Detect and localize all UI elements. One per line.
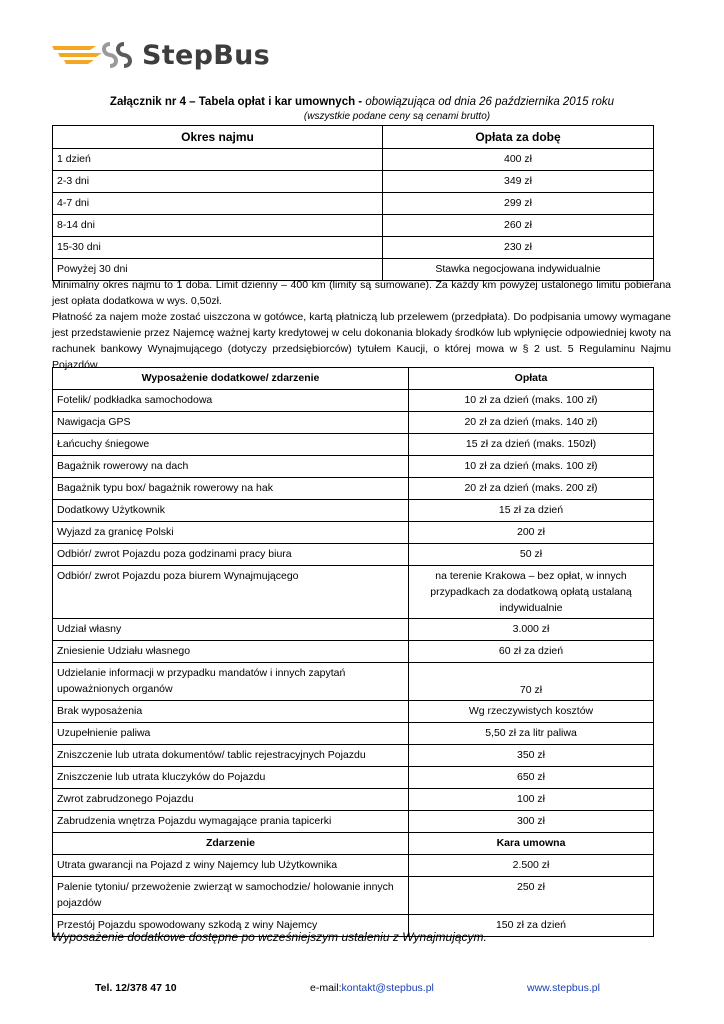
fee-value: 20 zł za dzień (maks. 140 zł) bbox=[409, 412, 654, 434]
fee-item: Wyjazd za granicę Polski bbox=[53, 522, 409, 544]
fee-value: 10 zł za dzień (maks. 100 zł) bbox=[409, 390, 654, 412]
fee-item: Bagażnik typu box/ bagażnik rowerowy na hak bbox=[53, 478, 409, 500]
fee-item: Zniesienie Udziału własnego bbox=[53, 641, 409, 663]
table-row bbox=[53, 171, 654, 193]
penalty-item: Przestój Pojazdu spowodowany szkodą z winy Najemcy bbox=[53, 915, 409, 937]
table-row bbox=[53, 544, 654, 566]
table-row bbox=[53, 701, 654, 723]
table-row bbox=[53, 723, 654, 745]
table-row bbox=[53, 456, 654, 478]
column-header: Opłata bbox=[409, 368, 654, 390]
column-header: Wyposażenie dodatkowe/ zdarzenie bbox=[53, 368, 409, 390]
table-row bbox=[53, 434, 654, 456]
rental-fee: 230 zł bbox=[383, 237, 654, 259]
paragraph-limits: Minimalny okres najmu to 1 doba. Limit dzienny – 400 km (limity są sumowane). Za każdy km powyżej ustalonego limitu pobierana jest opłata dodatkowa w wys. 0,50zł. bbox=[52, 279, 671, 307]
penalty-item: Palenie tytoniu/ przewożenie zwierząt w samochodzie/ holowanie innych pojazdów bbox=[53, 877, 409, 915]
rental-period: 15-30 dni bbox=[53, 237, 383, 259]
fee-item: Nawigacja GPS bbox=[53, 412, 409, 434]
table-row bbox=[53, 522, 654, 544]
fee-value: 100 zł bbox=[409, 789, 654, 811]
fee-value: 60 zł za dzień bbox=[409, 641, 654, 663]
rental-fee: 299 zł bbox=[383, 193, 654, 215]
rental-fee: 349 zł bbox=[383, 171, 654, 193]
fee-item: Zniszczenie lub utrata kluczyków do Pojazdu bbox=[53, 767, 409, 789]
website-link[interactable]: www.stepbus.pl bbox=[527, 982, 600, 994]
document-title bbox=[0, 96, 724, 108]
penalty-item: Utrata gwarancji na Pojazd z winy Najemcy lub Użytkownika bbox=[53, 855, 409, 877]
fee-item: Odbiór/ zwrot Pojazdu poza biurem Wynajmującego bbox=[53, 566, 409, 619]
fee-item: Łańcuchy śniegowe bbox=[53, 434, 409, 456]
table-row bbox=[53, 789, 654, 811]
email-link[interactable]: kontakt@stepbus.pl bbox=[341, 982, 434, 994]
rental-period: 2-3 dni bbox=[53, 171, 383, 193]
fee-value: 300 zł bbox=[409, 811, 654, 833]
table-row bbox=[53, 478, 654, 500]
fee-item: Udział własny bbox=[53, 619, 409, 641]
fee-value: Wg rzeczywistych kosztów bbox=[409, 701, 654, 723]
column-header: Zdarzenie bbox=[53, 833, 409, 855]
rental-period: 8-14 dni bbox=[53, 215, 383, 237]
table-row bbox=[53, 767, 654, 789]
fee-value: 650 zł bbox=[409, 767, 654, 789]
fee-item: Odbiór/ zwrot Pojazdu poza godzinami pracy biura bbox=[53, 544, 409, 566]
table-row bbox=[53, 663, 654, 701]
table-row bbox=[53, 855, 654, 877]
rental-fee: Stawka negocjowana indywidualnie bbox=[383, 259, 654, 281]
fee-value: 350 zł bbox=[409, 745, 654, 767]
column-header: Opłata za dobę bbox=[383, 126, 654, 149]
paragraph-payment: Płatność za najem może zostać uiszczona w gotówce, kartą płatniczą lub przelewem (przedpłata). Do podpisania umowy wymagane jest przedstawienie przez Najemcę ważnej karty kredytowej w celu dokonania blokady środków lub wpłynięcie odpowiedniej kwoty na rachunek bankowy Wynajmującego (dotyczy przedsiębiorców) tytułem Kaucji, o której mowa w § 2 ust. 5 Regulaminu Najmu Pojazdów. bbox=[52, 311, 671, 371]
penalty-value: 250 zł bbox=[409, 877, 654, 915]
fee-value: 20 zł za dzień (maks. 200 zł) bbox=[409, 478, 654, 500]
fee-item: Zabrudzenia wnętrza Pojazdu wymagające prania tapicerki bbox=[53, 811, 409, 833]
table-row bbox=[53, 566, 654, 619]
fee-value: 15 zł za dzień bbox=[409, 500, 654, 522]
table-row bbox=[53, 193, 654, 215]
fee-value: 200 zł bbox=[409, 522, 654, 544]
table-row bbox=[53, 619, 654, 641]
fee-value: 15 zł za dzień (maks. 150zł) bbox=[409, 434, 654, 456]
table-row bbox=[53, 745, 654, 767]
penalty-value: 150 zł za dzień bbox=[409, 915, 654, 937]
fee-item: Brak wyposażenia bbox=[53, 701, 409, 723]
title-bold: Załącznik nr 4 – Tabela opłat i kar umownych - bbox=[109, 96, 363, 108]
stepbus-logo bbox=[52, 38, 270, 72]
rental-period: 1 dzień bbox=[53, 149, 383, 171]
logo-text: StepBus bbox=[142, 39, 270, 71]
fee-item: Uzupełnienie paliwa bbox=[53, 723, 409, 745]
fee-item: Zniszczenie lub utrata dokumentów/ tablic rejestracyjnych Pojazdu bbox=[53, 745, 409, 767]
penalty-value: 2.500 zł bbox=[409, 855, 654, 877]
rental-fee-table bbox=[52, 125, 654, 281]
equipment-note: Wyposażenie dodatkowe dostępne po wcześniejszym ustaleniu z Wynajmującym. bbox=[52, 930, 487, 944]
price-note: (wszystkie podane ceny są cenami brutto) bbox=[303, 111, 491, 122]
fee-value: 70 zł bbox=[409, 663, 654, 701]
table-row bbox=[53, 237, 654, 259]
rental-fee: 400 zł bbox=[383, 149, 654, 171]
table-row bbox=[53, 500, 654, 522]
table-row bbox=[53, 390, 654, 412]
email-prefix: e-mail: bbox=[310, 982, 342, 994]
column-header: Kara umowna bbox=[409, 833, 654, 855]
logo-mark-icon bbox=[52, 40, 138, 70]
penalty-header-row bbox=[53, 833, 654, 855]
rental-period: Powyżej 30 dni bbox=[53, 259, 383, 281]
fees-table bbox=[52, 367, 654, 937]
table-header-row bbox=[53, 368, 654, 390]
fee-item: Udzielanie informacji w przypadku mandatów i innych zapytań upoważnionych organów bbox=[53, 663, 409, 701]
rental-period: 4-7 dni bbox=[53, 193, 383, 215]
table-header-row bbox=[53, 126, 654, 149]
fee-value: 10 zł za dzień (maks. 100 zł) bbox=[409, 456, 654, 478]
table-row bbox=[53, 215, 654, 237]
table-row bbox=[53, 811, 654, 833]
fee-value: 50 zł bbox=[409, 544, 654, 566]
footer-phone: Tel. 12/378 47 10 bbox=[95, 982, 177, 994]
table-row bbox=[53, 641, 654, 663]
column-header: Okres najmu bbox=[53, 126, 383, 149]
fee-item: Bagażnik rowerowy na dach bbox=[53, 456, 409, 478]
table-row bbox=[53, 149, 654, 171]
table-row bbox=[53, 877, 654, 915]
fee-value: na terenie Krakowa – bez opłat, w innych przypadkach za dodatkową opłatą ustalaną indywidualnie bbox=[409, 566, 654, 619]
rental-fee: 260 zł bbox=[383, 215, 654, 237]
title-italic: obowiązująca od dnia 26 października 2015 roku bbox=[365, 96, 615, 108]
fee-item: Dodatkowy Użytkownik bbox=[53, 500, 409, 522]
fee-value: 5,50 zł za litr paliwa bbox=[409, 723, 654, 745]
table-row bbox=[53, 412, 654, 434]
fee-value: 3.000 zł bbox=[409, 619, 654, 641]
fee-item: Fotelik/ podkładka samochodowa bbox=[53, 390, 409, 412]
footer-email bbox=[310, 982, 434, 994]
fee-item: Zwrot zabrudzonego Pojazdu bbox=[53, 789, 409, 811]
